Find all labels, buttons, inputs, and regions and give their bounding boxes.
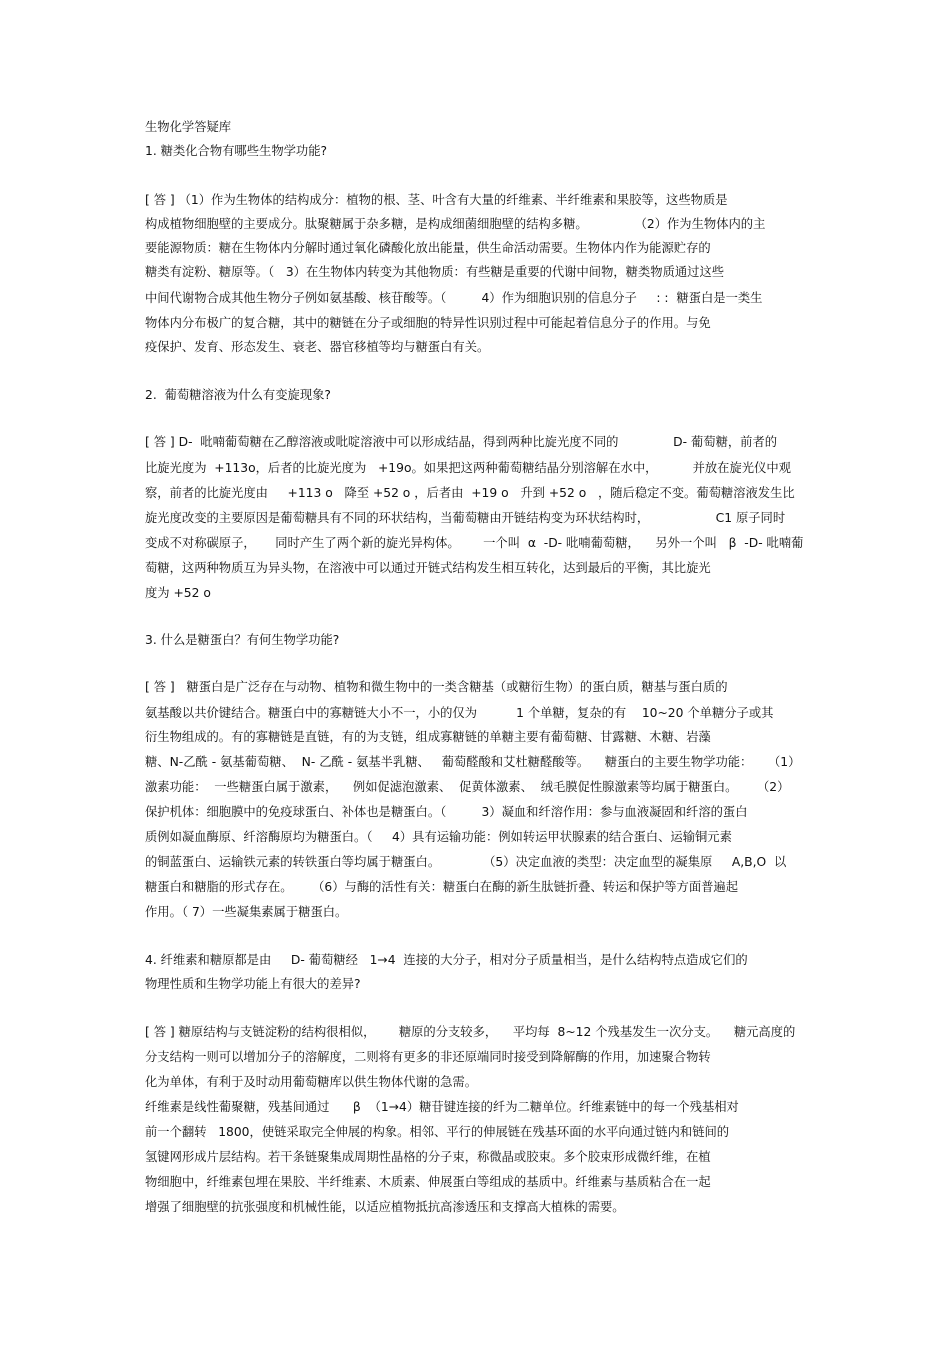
answer-line: 质例如凝血酶原、纤溶酶原均为糖蛋白。（ 4）具有运输功能：例如转运甲状腺素的结合蛋白、运输铜元素 bbox=[145, 830, 732, 844]
question-2: 2. 葡萄糖溶液为什么有变旋现象? bbox=[145, 388, 331, 402]
answer-line: 纤维素是线性葡聚糖，残基间通过 β （1→4）糖苷键连接的纤为二糖单位。纤维素链中的每一个残基相对 bbox=[145, 1100, 739, 1114]
answer-line: 保护机体：细胞膜中的免疫球蛋白、补体也是糖蛋白。（ 3）凝血和纤溶作用：参与血液凝固和纤溶的蛋白 bbox=[145, 805, 748, 819]
answer-line: [ 答 ] 糖原结构与支链淀粉的结构很相似， 糖原的分支较多， 平均每 8~12 个残基发生一次分支。 糖元高度的 bbox=[145, 1025, 796, 1039]
answer-line: [ 答 ] （1）作为生物体的结构成分：植物的根、茎、叶含有大量的纤维素、半纤维素和果胶等，这些物质是 bbox=[145, 193, 728, 207]
question-3: 3. 什么是糖蛋白？有何生物学功能? bbox=[145, 633, 340, 647]
answer-line: 增强了细胞壁的抗张强度和机械性能，以适应植物抵抗高渗透压和支撑高大植株的需要。 bbox=[145, 1200, 625, 1214]
answer-line: 旋光度改变的主要原因是葡萄糖具有不同的环状结构，当葡萄糖由开链结构变为环状结构时， C1 原子同时 bbox=[145, 511, 786, 525]
answer-line: 分支结构一则可以增加分子的溶解度，二则将有更多的非还原端同时接受到降解酶的作用，加速聚合物转 bbox=[145, 1050, 711, 1064]
answer-line: [ 答 ] 糖蛋白是广泛存在与动物、植物和微生物中的一类含糖基（或糖衍生物）的蛋白质，糖基与蛋白质的 bbox=[145, 680, 728, 694]
answer-line: 前一个翻转 1800，使链采取完全伸展的构象。相邻、平行的伸展链在残基环面的水平向通过链内和链间的 bbox=[145, 1125, 730, 1139]
answer-line: 比旋光度为 +113o，后者的比旋光度为 +19o。如果把这两种葡萄糖结晶分别溶解在水中， 并放在旋光仪中观 bbox=[145, 461, 791, 475]
answer-line: 衍生物组成的。有的寡糖链是直链，有的为支链，组成寡糖链的单糖主要有葡萄糖、甘露糖、木糖、岩藻 bbox=[145, 730, 711, 744]
answer-line: 的铜蓝蛋白、运输铁元素的转铁蛋白等均属于糖蛋白。 （5）决定血液的类型：决定血型的凝集原 A,B,O 以 bbox=[145, 855, 787, 869]
answer-line: 要能源物质：糖在生物体内分解时通过氧化磷酸化放出能量，供生命活动需要。生物体内作为能源贮存的 bbox=[145, 241, 711, 255]
question-4-cont: 物理性质和生物学功能上有很大的差异? bbox=[145, 977, 361, 991]
answer-line: 氢键网形成片层结构。若干条链聚集成周期性晶格的分子束，称微晶或胶束。多个胶束形成微纤维，在植 bbox=[145, 1150, 711, 1164]
answer-line: 糖蛋白和糖脂的形式存在。 （6）与酶的活性有关：糖蛋白在酶的新生肽链折叠、转运和保护等方面普遍起 bbox=[145, 880, 739, 894]
answer-line: 物细胞中，纤维素包埋在果胶、半纤维素、木质素、伸展蛋白等组成的基质中。纤维素与基质粘合在一起 bbox=[145, 1175, 711, 1189]
answer-line: 变成不对称碳原子， 同时产生了两个新的旋光异构体。 一个叫 α -D- 吡喃葡萄糖， 另外一个叫 β -D- 吡喃葡 bbox=[145, 536, 804, 550]
answer-line: [ 答 ] D- 吡喃葡萄糖在乙醇溶液或吡啶溶液中可以形成结晶，得到两种比旋光度不同的 D- 葡萄糖，前者的 bbox=[145, 435, 778, 449]
document-title: 生物化学答疑库 bbox=[145, 120, 232, 134]
answer-line: 物体内分布极广的复合糖，其中的糖链在分子或细胞的特异性识别过程中可能起着信息分子的作用。与免 bbox=[145, 316, 711, 330]
answer-line: 构成植物细胞壁的主要成分。肽聚糖属于杂多糖，是构成细菌细胞壁的结构多糖。 （2）作为生物体内的主 bbox=[145, 217, 766, 231]
answer-line: 中间代谢物合成其他生物分子例如氨基酸、核苷酸等。（ 4）作为细胞识别的信息分子 : : 糖蛋白是一类生 bbox=[145, 291, 763, 305]
answer-line: 作用。（ 7）一些凝集素属于糖蛋白。 bbox=[145, 905, 348, 919]
answer-line: 察，前者的比旋光度由 +113 o 降至 +52 o ，后者由 +19 o 升到 +52 o ，随后稳定不变。葡萄糖溶液发生比 bbox=[145, 486, 795, 500]
question-1: 1. 糖类化合物有哪些生物学功能? bbox=[145, 144, 328, 158]
answer-line: 糖类有淀粉、糖原等。（ 3）在生物体内转变为其他物质：有些糖是重要的代谢中间物，糖类物质通过这些 bbox=[145, 265, 725, 279]
answer-line: 糖、N-乙酰 - 氨基葡萄糖、 N- 乙酰 - 氨基半乳糖、 葡萄醛酸和艾杜糖醛酸等。 糖蛋白的主要生物学功能： （1） bbox=[145, 755, 801, 769]
question-4: 4. 纤维素和糖原都是由 D- 葡萄糖经 1→4 连接的大分子，相对分子质量相当，是什么结构特点造成它们的 bbox=[145, 953, 748, 967]
answer-line: 萄糖，这两种物质互为异头物，在溶液中可以通过开链式结构发生相互转化，达到最后的平衡，其比旋光 bbox=[145, 561, 711, 575]
answer-line: 化为单体，有利于及时动用葡萄糖库以供生物体代谢的急需。 bbox=[145, 1075, 478, 1089]
answer-line: 氨基酸以共价键结合。糖蛋白中的寡糖链大小不一，小的仅为 1 个单糖，复杂的有 10~20 个单糖分子或其 bbox=[145, 706, 774, 720]
answer-line: 度为 +52 o bbox=[145, 586, 211, 600]
answer-line: 激素功能： 一些糖蛋白属于激素， 例如促滤泡激素、 促黄体激素、 绒毛膜促性腺激素等均属于糖蛋白。 （2） bbox=[145, 780, 790, 794]
answer-line: 疫保护、发育、形态发生、衰老、器官移植等均与糖蛋白有关。 bbox=[145, 340, 490, 354]
